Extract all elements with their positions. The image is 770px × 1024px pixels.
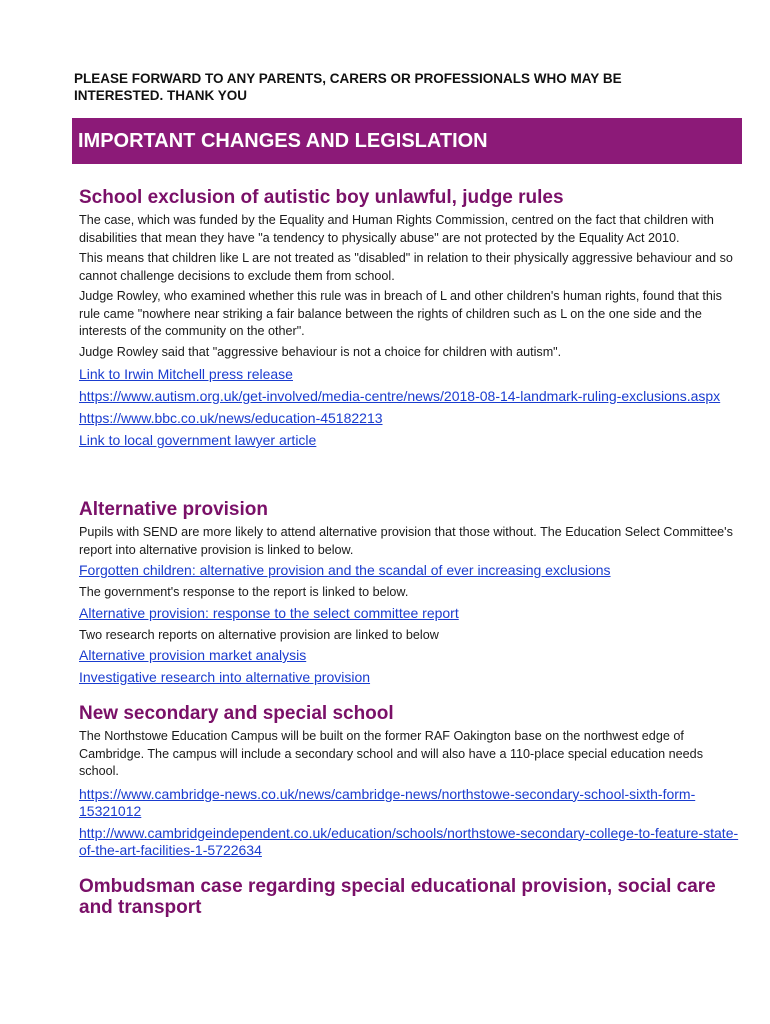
paragraph: The case, which was funded by the Equality and Human Rights Commission, centred on the fact that children with disabilities that mean they have "a tendency to physically abuse" are not protected by the Equality Act 2010. [79,213,714,245]
section-ombudsman [79,876,739,922]
section-heading: New secondary and special school [79,703,394,724]
link-local-government-lawyer[interactable]: Link to local government lawyer article [79,432,317,448]
paragraph: The government's response to the report is linked to below. [79,585,409,599]
link-irwin-mitchell[interactable]: Link to Irwin Mitchell press release [79,366,293,382]
paragraph: The Northstowe Education Campus will be built on the former RAF Oakington base on the northwest edge of Cambridge. The campus will include a secondary school and will also have a 110-place special education needs school. [79,729,703,778]
paragraph: Judge Rowley said that "aggressive behaviour is not a choice for children with autism". [79,344,562,359]
paragraph: Judge Rowley, who examined whether this rule was in breach of L and other children's human rights, found that this rule came "nowhere near striking a fair balance between the rights of children such as L on the one side and the interests of the community on the other". [79,289,722,338]
link-forgotten-children[interactable]: Forgotten children: alternative provision and the scandal of ever increasing exclusions [79,562,611,578]
section-heading: Ombudsman case regarding special educational provision, social care and transport [79,876,716,918]
link-cambridge-news[interactable]: https://www.cambridge-news.co.uk/news/cambridge-news/northstowe-secondary-school-sixth-form-15321012 [79,785,696,819]
section-new-school [79,703,739,864]
section-heading: Alternative provision [79,499,268,520]
banner-title: IMPORTANT CHANGES AND LEGISLATION [78,130,488,152]
link-cambridge-independent[interactable]: http://www.cambridgeindependent.co.uk/education/schools/northstowe-secondary-college-to-feature-state-of-the-art-facilities-1-5722634 [79,824,739,858]
forward-notice: PLEASE FORWARD TO ANY PARENTS, CARERS OR PROFESSIONALS WHO MAY BE INTERESTED. THANK YOU [74,71,622,103]
paragraph: Pupils with SEND are more likely to attend alternative provision that those without. The Education Select Committee's report into alternative provision is linked to below. [79,525,733,557]
section-banner [72,118,742,164]
section-heading: School exclusion of autistic boy unlawful, judge rules [79,187,564,208]
link-government-response[interactable]: Alternative provision: response to the select committee report [79,604,459,621]
link-investigative-research[interactable]: Investigative research into alternative provision [79,669,371,685]
link-bbc-news[interactable]: https://www.bbc.co.uk/news/education-45182213 [79,410,383,426]
paragraph: Two research reports on alternative provision are linked to below [79,627,439,642]
link-autism-org[interactable]: https://www.autism.org.uk/get-involved/media-centre/news/2018-08-14-landmark-ruling-exclusions.aspx [79,388,721,404]
link-market-analysis[interactable]: Alternative provision market analysis [79,647,307,663]
section-alternative-provision [79,499,739,691]
section-school-exclusion [79,187,739,454]
paragraph: This means that children like L are not treated as "disabled" in relation to their physically aggressive behaviour and so cannot challenge decisions to exclude them from school. [79,251,733,283]
